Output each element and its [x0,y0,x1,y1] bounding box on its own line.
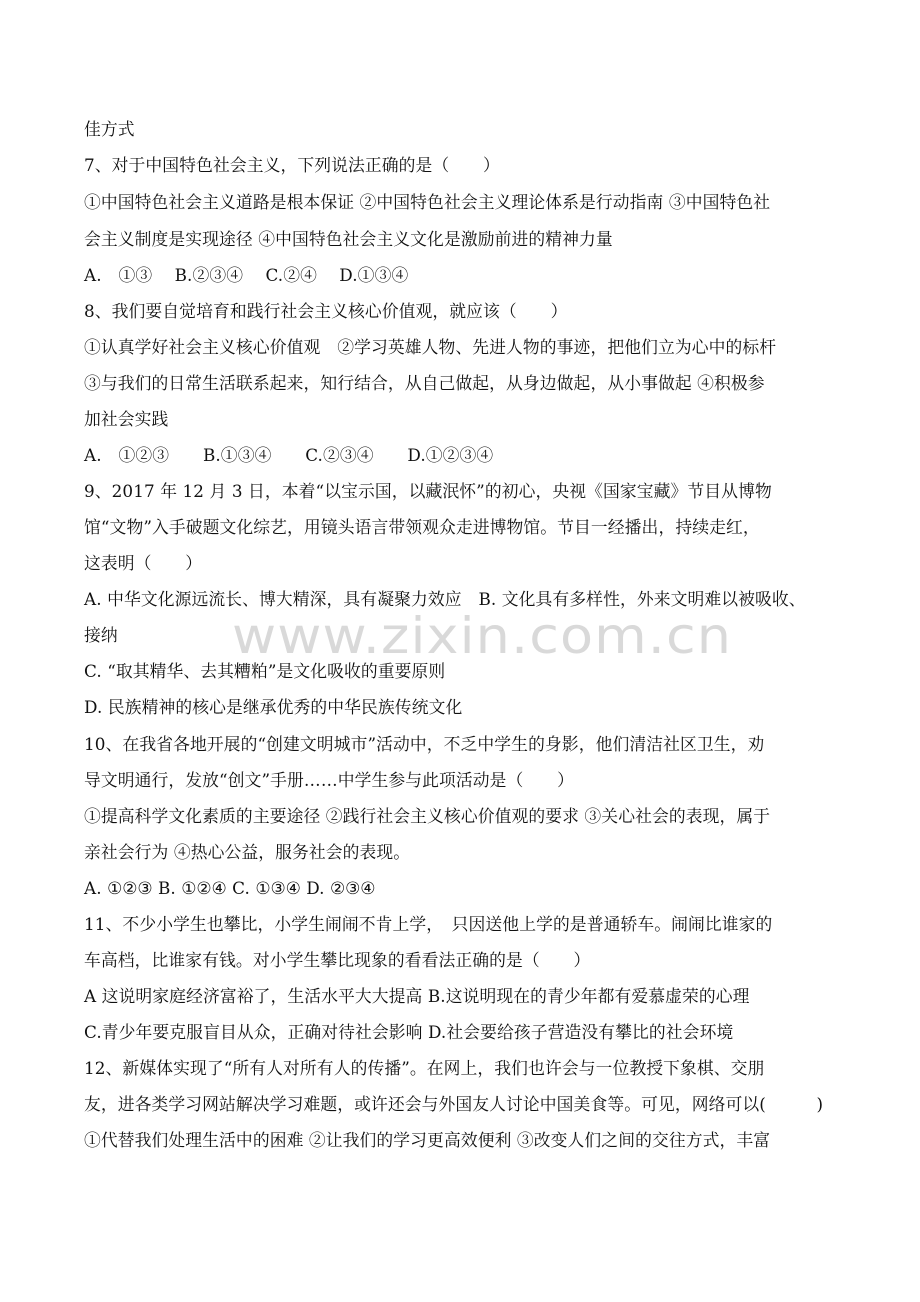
text-line: ①代替我们处理生活中的困难 ②让我们的学习更高效便利 ③改变人们之间的交往方式，丰富 [84,1130,771,1150]
text-line: ①中国特色社会主义道路是根本保证 ②中国特色社会主义理论体系是行动指南 ③中国特色社 [84,192,771,212]
question-7-stem: 7、对于中国特色社会主义，下列说法正确的是（ ） [84,155,500,175]
text-line: 加社会实践 [84,409,169,429]
text-line: 接纳 [84,625,118,645]
question-9-option-d: D. 民族精神的核心是继承优秀的中华民族传统文化 [84,697,463,717]
text-line: 亲社会行为 ④热心公益，服务社会的表现。 [84,842,411,862]
question-9-option-a: A. 中华文化源远流长、博大精深，具有凝聚力效应 B. 文化具有多样性，外来文明难以被吸收、 [84,589,806,609]
text-line: 会主义制度是实现途径 ④中国特色社会主义文化是激励前进的精神力量 [84,229,613,249]
text-line: ①认真学好社会主义核心价值观 ②学习英雄人物、先进人物的事迹，把他们立为心中的标杆 [84,337,777,357]
question-10-stem: 10、在我省各地开展的“创建文明城市”活动中，不乏中学生的身影，他们清洁社区卫生，劝 [84,734,765,754]
text-line: 导文明通行，发放“创文”手册……中学生参与此项活动是（ ） [84,770,575,790]
text-line: 馆“文物”入手破题文化综艺，用镜头语言带领观众走进博物馆。节目一经播出，持续走红， [84,517,760,537]
text-line: 车高档，比谁家有钱。对小学生攀比现象的看看法正确的是（ ） [84,950,591,970]
text-line: ①提高科学文化素质的主要途径 ②践行社会主义核心价值观的要求 ③关心社会的表现，属于 [84,806,771,826]
text-line: 友，进各类学习网站解决学习难题，或许还会与外国友人讨论中国美食等。可见，网络可以( ) [84,1094,824,1114]
question-11-options-ab: A 这说明家庭经济富裕了，生活水平大大提高 B.这说明现在的青少年都有爱慕虚荣的心理 [84,986,750,1006]
question-8-options: A. ①②③ B.①③④ C.②③④ D.①②③④ [84,445,494,465]
question-11-options-cd: C.青少年要克服盲目从众，正确对待社会影响 D.社会要给孩子营造没有攀比的社会环境 [84,1022,734,1042]
question-9-option-c: C. “取其精华、去其糟粕”是文化吸收的重要原则 [84,661,446,681]
text-line: 这表明（ ） [84,553,203,573]
question-8-stem: 8、我们要自觉培育和践行社会主义核心价值观，就应该（ ） [84,301,568,321]
watermark: www.zixin.com.cn [232,607,733,665]
question-9-stem: 9、2017 年 12 月 3 日，本着“以宝示国，以藏泯怀”的初心，央视《国家宝藏》节目从博物 [84,481,772,501]
question-11-stem: 11、不少小学生也攀比，小学生闹闹不肯上学， 只因送他上学的是普通轿车。闹闹比谁家的 [84,914,773,934]
text-line: ③与我们的日常生活联系起来，知行结合，从自己做起，从身边做起，从小事做起 ④积极参 [84,373,765,393]
question-10-options: A. ①②③ B. ①②④ C. ①③④ D. ②③④ [84,878,376,898]
question-12-stem: 12、新媒体实现了“所有人对所有人的传播”。在网上，我们也许会与一位教授下象棋、交朋 [84,1058,765,1078]
question-7-options: A. ①③ B.②③④ C.②④ D.①③④ [84,265,409,285]
text-line: 佳方式 [84,119,135,139]
